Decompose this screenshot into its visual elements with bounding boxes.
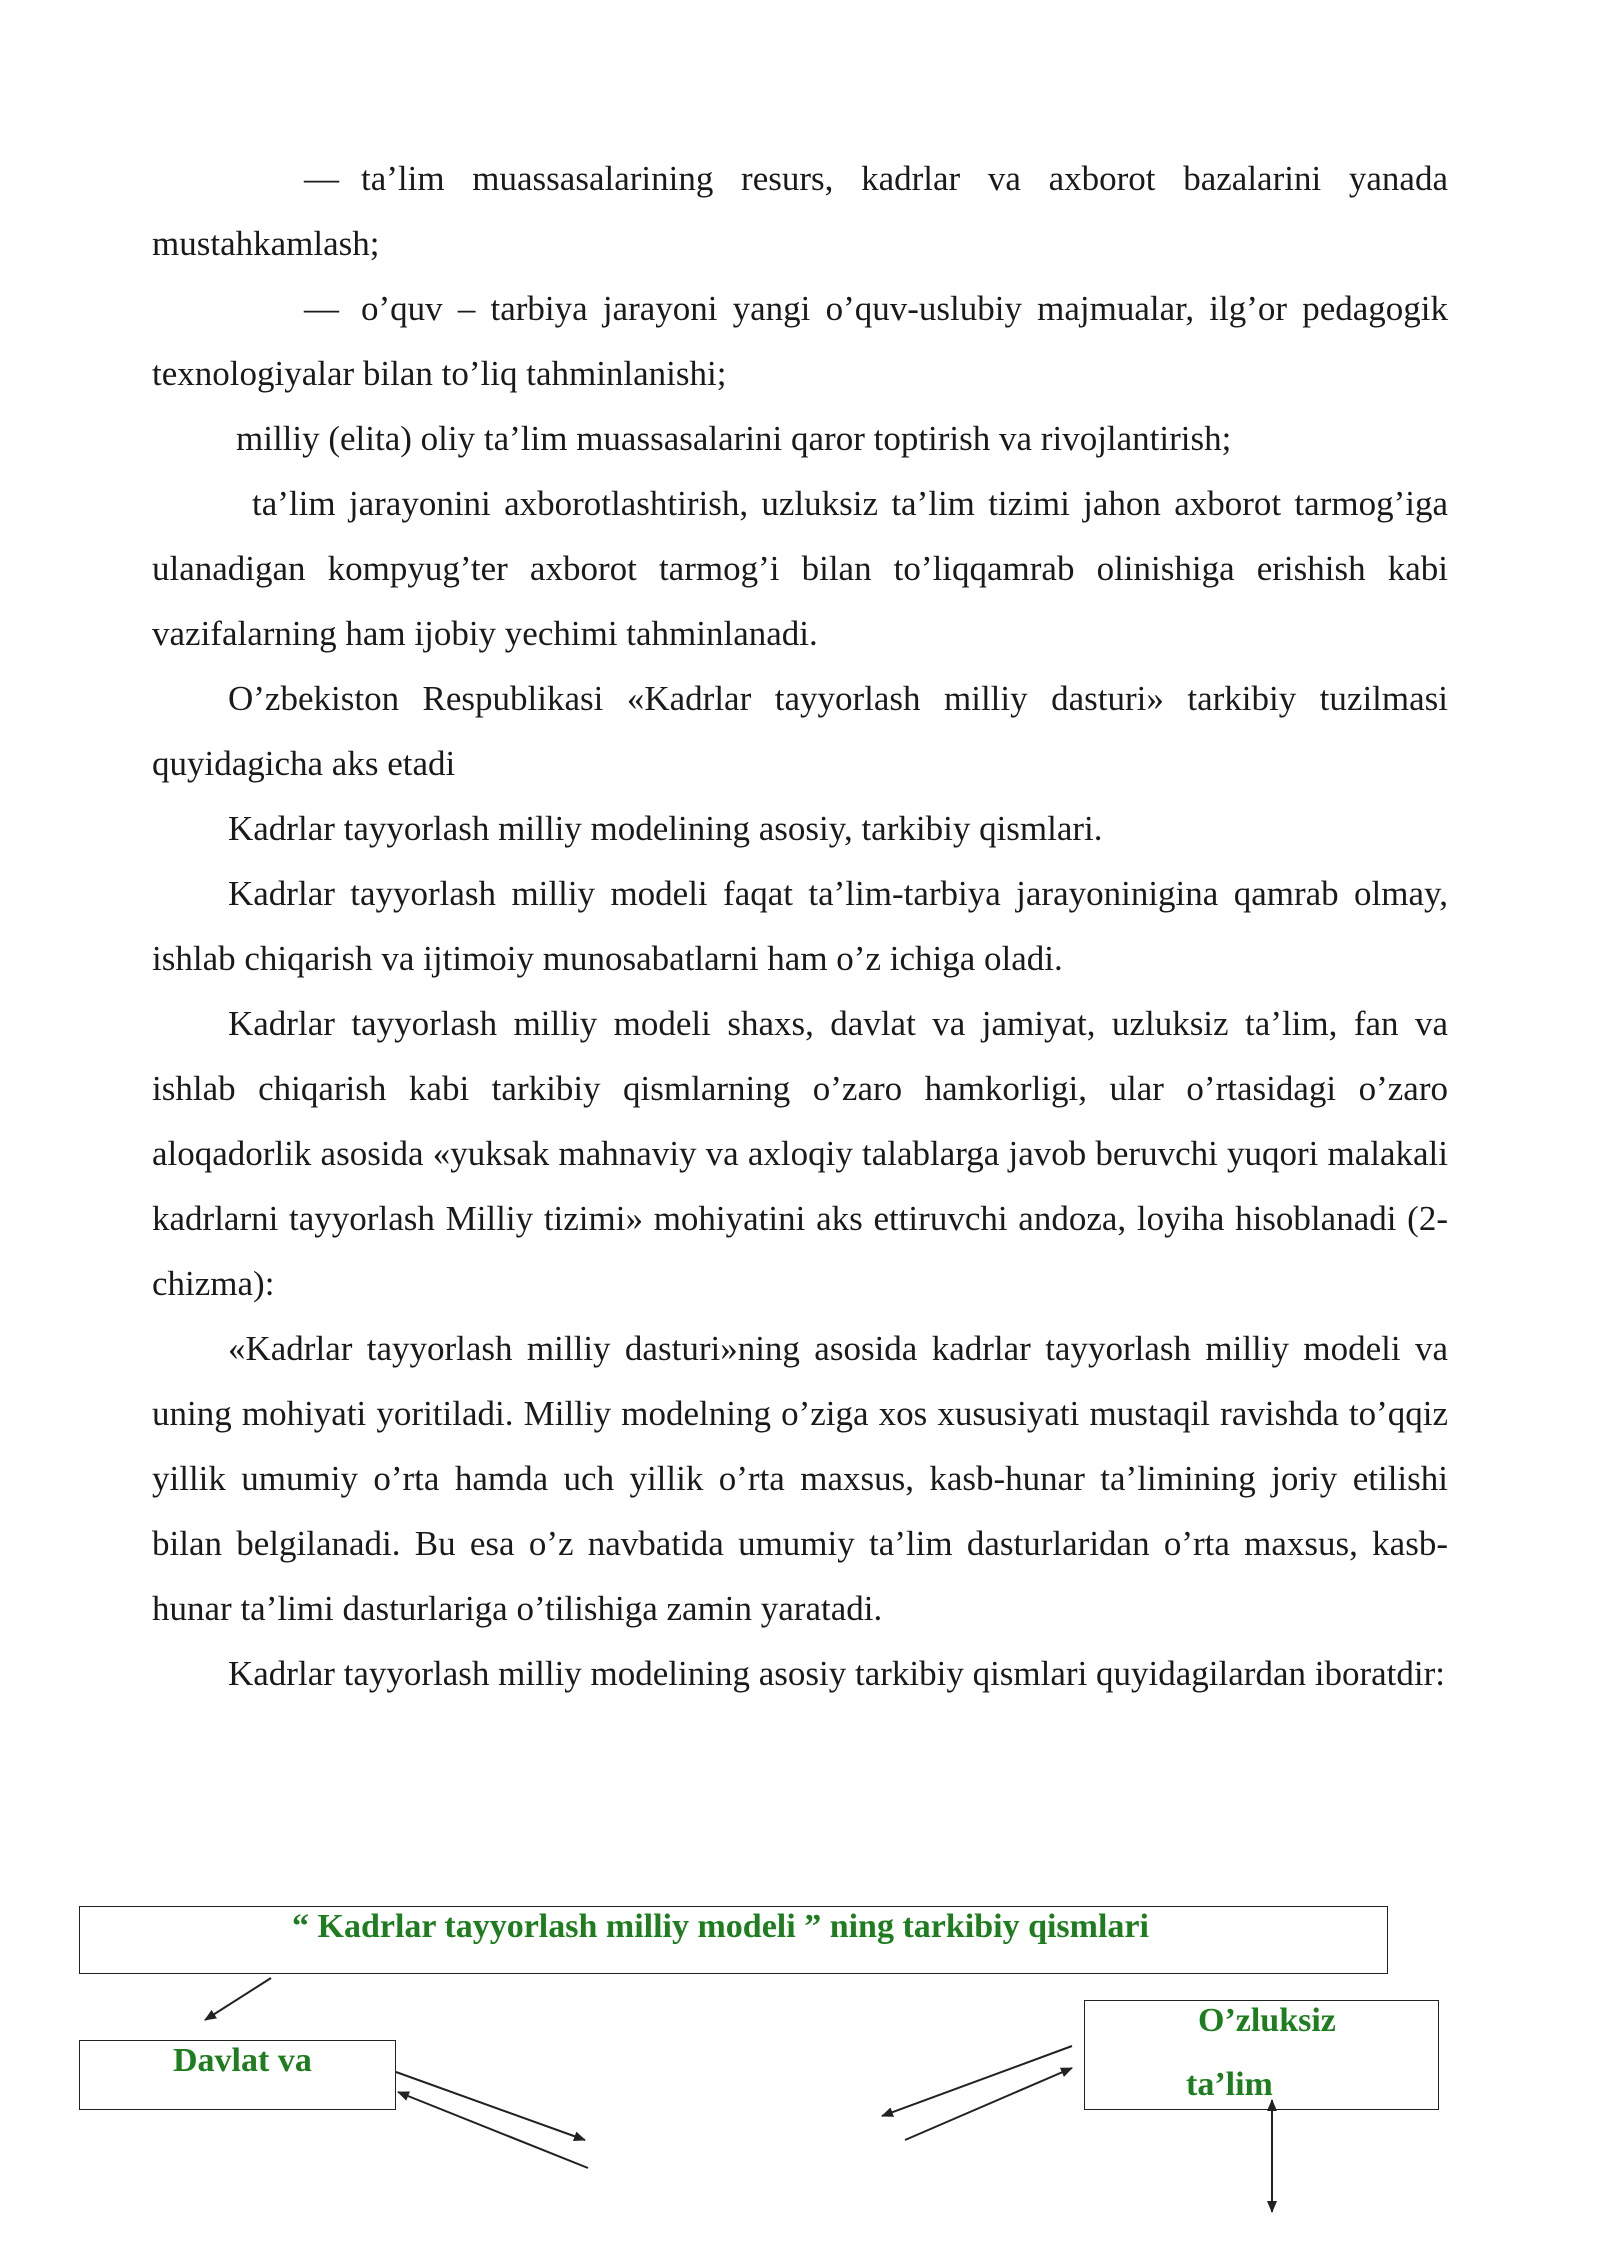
paragraph-4-text: ta’lim jarayonini axborotlashtirish, uzluksiz ta’lim tizimi jahon axborot tarmog’iga ulanadigan kompyug’ter axborot tarmog’i bilan to’liqqamrab olinishiga erishish kabi vazifalarning ham ijobiy yechimi tahminlanadi. xyxy=(152,484,1448,653)
paragraph-7 xyxy=(152,861,1448,991)
state-box-label: Davlat va xyxy=(173,2042,312,2079)
paragraph-1 xyxy=(152,146,1448,276)
paragraph-1-text: ta’lim muassasalarining resurs, kadrlar va axborot bazalarini yanada mustahkamlash; xyxy=(152,159,1448,263)
diagram-title: “ Kadrlar tayyorlash milliy modeli ” ning tarkibiy qismlari xyxy=(292,1908,1149,1945)
paragraph-9 xyxy=(152,1316,1448,1641)
paragraph-7-text: Kadrlar tayyorlash milliy modeli faqat ta’lim-tarbiya jarayoninigina qamrab olmay, ishlab chiqarish va ijtimoiy munosabatlarni ham o’z ichiga oladi. xyxy=(152,874,1448,978)
paragraph-3-text: milliy (elita) oliy ta’lim muassasalarini qaror toptirish va rivojlantirish; xyxy=(236,419,1232,458)
arrow-education-out xyxy=(882,2046,1072,2116)
paragraph-5-text: O’zbekiston Respublikasi «Kadrlar tayyorlash milliy dasturi» tarkibiy tuzilmasi quyidagicha aks etadi xyxy=(152,679,1448,783)
paragraph-9-text: «Kadrlar tayyorlash milliy dasturi»ning asosida kadrlar tayyorlash milliy modeli va uning mohiyati yoritiladi. Milliy modelning o’ziga xos xususiyati mustaqil ravishda to’qqiz yillik umumiy o’rta hamda uch yillik o’rta maxsus, kasb-hunar ta’limining joriy etilishi bilan belgilanadi. Bu esa o’z navbatida umumiy ta’lim dasturlaridan o’rta maxsus, kasb-hunar ta’limi dasturlariga o’tilishiga zamin yaratadi. xyxy=(152,1329,1448,1628)
paragraph-2-text: o’quv – tarbiya jarayoni yangi o’quv-uslubiy majmualar, ilg’or pedagogik texnologiyalar bilan to’liq tahminlanishi; xyxy=(152,289,1448,393)
continuous-education-label-1: O’zluksiz xyxy=(1198,2002,1336,2039)
arrow-into-education xyxy=(905,2068,1072,2140)
arrow-title-to-state xyxy=(205,1978,271,2020)
paragraph-10-text: Kadrlar tayyorlash milliy modelining asosiy tarkibiy qismlari quyidagilardan iboratdir: xyxy=(228,1654,1445,1693)
paragraph-5 xyxy=(152,666,1448,796)
continuous-education-label-2: ta’lim xyxy=(1186,2066,1273,2103)
dash-bullet: — xyxy=(304,159,339,198)
arrow-state-out xyxy=(396,2072,585,2140)
paragraph-3 xyxy=(152,406,1448,471)
paragraph-4 xyxy=(152,471,1448,666)
arrow-into-state xyxy=(398,2092,588,2168)
paragraph-8-text: Kadrlar tayyorlash milliy modeli shaxs, davlat va jamiyat, uzluksiz ta’lim, fan va ishlab chiqarish kabi tarkibiy qismlarning o’zaro hamkorligi, ular o’rtasidagi o’zaro aloqadorlik asosida «yuksak mahnaviy va axloqiy talablarga javob beruvchi yuqori malakali kadrlarni tayyorlash Milliy tizimi» mohiyatini aks ettiruvchi andoza, loyiha hisoblanadi (2-chizma): xyxy=(152,1004,1448,1303)
paragraph-8 xyxy=(152,991,1448,1316)
paragraph-6 xyxy=(152,796,1448,861)
paragraph-2 xyxy=(152,276,1448,406)
paragraph-10 xyxy=(152,1641,1448,1706)
dash-bullet: — xyxy=(304,289,339,328)
paragraph-6-text: Kadrlar tayyorlash milliy modelining asosiy, tarkibiy qismlari. xyxy=(228,809,1103,848)
